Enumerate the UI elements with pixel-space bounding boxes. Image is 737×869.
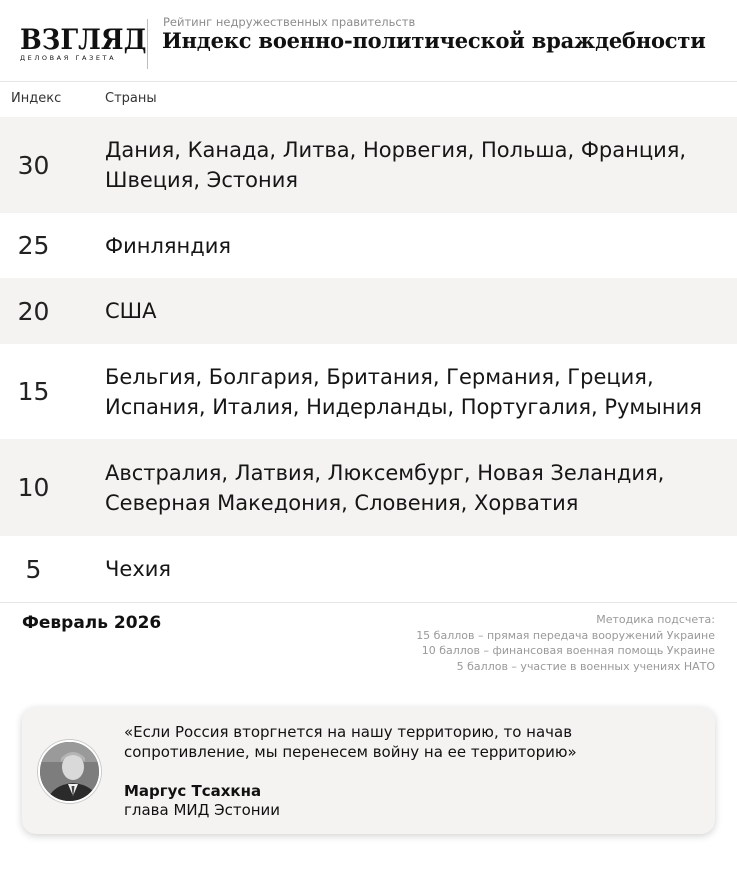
row-countries: Бельгия, Болгария, Британия, Германия, Греция, Испания, Италия, Нидерланды, Португалия, Румыния: [105, 364, 702, 419]
quote-author: Маргус Тсахкна: [124, 782, 262, 800]
methodology-line: 15 баллов – прямая передача вооружений Украине: [416, 628, 715, 642]
row-countries: Финляндия: [105, 233, 232, 258]
logo-wordmark: ВЗГЛЯД: [20, 23, 147, 56]
quote-author-role: глава МИД Эстонии: [124, 801, 281, 819]
table-row: [0, 536, 737, 602]
table-row: [0, 278, 737, 344]
page-title: Индекс военно-политической враждебности: [162, 28, 706, 53]
table-row: [0, 344, 737, 439]
footer-divider: [0, 602, 737, 603]
publication-date: Февраль 2026: [22, 613, 162, 633]
row-countries: Чехия: [105, 557, 172, 581]
index-table: [0, 117, 737, 602]
page-subtitle: Рейтинг недружественных правительств: [163, 15, 416, 29]
methodology-line: 10 баллов – финансовая военная помощь Украине: [421, 644, 715, 657]
quote-card: [22, 707, 715, 834]
logo-tagline: ДЕЛОВАЯ ГАЗЕТА: [20, 54, 117, 62]
methodology-line: 5 баллов – участие в военных учениях НАТО: [456, 659, 715, 673]
row-countries: США: [105, 299, 157, 323]
row-index: 5: [25, 554, 42, 584]
person-portrait-icon: [40, 742, 101, 803]
row-index: 20: [17, 296, 50, 326]
row-index: 25: [17, 231, 50, 260]
row-countries: Дания, Канада, Литва, Норвегия, Польша, Франция, Швеция, Эстония: [105, 138, 687, 192]
header-divider: [147, 19, 148, 69]
logo[interactable]: [20, 23, 147, 62]
table-row: [0, 439, 737, 536]
row-index: 15: [17, 377, 50, 406]
column-header-countries: Страны: [105, 91, 157, 106]
methodology: [416, 612, 715, 674]
row-countries: Австралия, Латвия, Люксембург, Новая Зеландия, Северная Македония, Словения, Хорватия: [105, 460, 665, 515]
quote-text: «Если Россия вторгнется на нашу территорию, то начав сопротивление, мы перенесем войну на ее территорию»: [124, 723, 577, 761]
methodology-title: Методика подсчета:: [596, 613, 715, 626]
column-header-index: Индекс: [11, 91, 62, 106]
table-row: [0, 117, 737, 213]
row-index: 30: [17, 150, 50, 180]
table-row: [0, 213, 737, 278]
avatar: [38, 740, 101, 803]
header: [0, 0, 737, 82]
row-index: 10: [17, 473, 50, 502]
